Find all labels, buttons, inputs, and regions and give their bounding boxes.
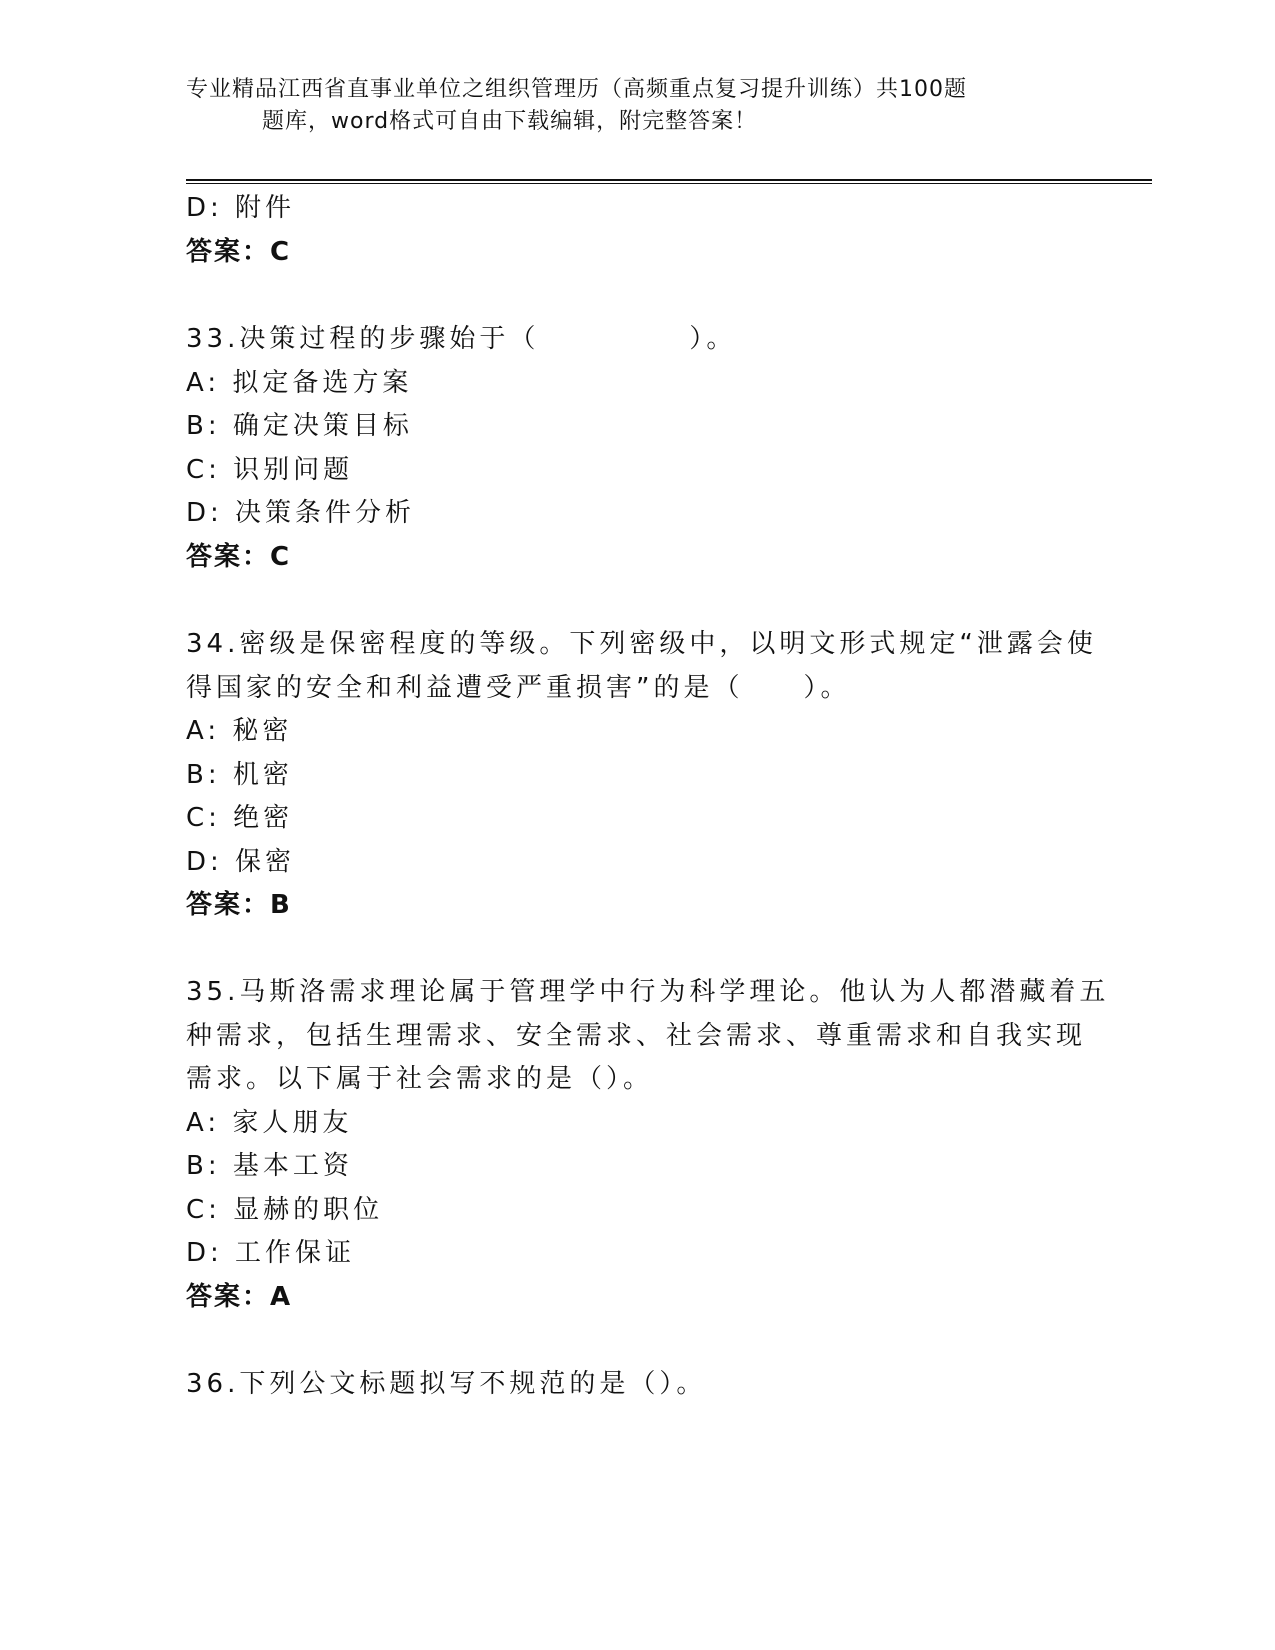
q35-stem-line1: 35.马斯洛需求理论属于管理学中行为科学理论。他认为人都潜藏着五 (186, 977, 1110, 1007)
q34-stem-line1: 34.密级是保密程度的等级。下列密级中，以明文形式规定“泄露会使 (186, 629, 1097, 659)
q33-option-c: C: 识别问题 (186, 455, 354, 485)
q33-answer-value: C (270, 542, 292, 572)
q34-option-a: A: 秘密 (186, 716, 293, 746)
q32-answer (186, 231, 291, 268)
q33-answer (186, 536, 291, 573)
q32-answer-value: C (270, 237, 292, 267)
header-title-line2: 题库，word格式可自由下载编辑，附完整答案！ (262, 109, 758, 134)
q35-stem-line2: 种需求，包括生理需求、安全需求、社会需求、尊重需求和自我实现 (186, 1021, 1087, 1051)
q34-stem-line2: 得国家的安全和利益遭受严重损害”的是（ ）。 (186, 673, 851, 703)
header-title-line1: 专业精品江西省直事业单位之组织管理历（高频重点复习提升训练）共100题 (186, 77, 967, 102)
document-header (186, 74, 1046, 138)
q32-answer-label: 答案： (186, 237, 271, 267)
q35-option-c: C: 显赫的职位 (186, 1195, 384, 1225)
q33-option-d: D: 决策条件分析 (186, 498, 416, 528)
q35-answer-label: 答案： (186, 1282, 271, 1312)
header-rule-thick (186, 179, 1152, 181)
q35-option-a: A: 家人朋友 (186, 1108, 353, 1138)
q36-stem: 36.下列公文标题拟写不规范的是（）。 (186, 1369, 707, 1399)
q34-option-b: B: 机密 (186, 760, 293, 790)
q33-option-b: B: 确定决策目标 (186, 411, 413, 441)
q33-answer-label: 答案： (186, 542, 271, 572)
q35-option-b: B: 基本工资 (186, 1151, 353, 1181)
header-rule-thin (186, 183, 1152, 184)
q33-stem: 33.决策过程的步骤始于（ ）。 (186, 324, 737, 354)
q34-option-d: D: 保密 (186, 847, 296, 877)
q32-option-d: D: 附件 (186, 193, 296, 223)
q35-stem-line3: 需求。以下属于社会需求的是（）。 (186, 1064, 654, 1094)
q35-answer (186, 1276, 292, 1313)
q33-option-a: A: 拟定备选方案 (186, 368, 413, 398)
q34-answer-value: B (270, 890, 292, 920)
q34-option-c: C: 绝密 (186, 803, 294, 833)
q35-answer-value: A (270, 1282, 293, 1312)
q35-option-d: D: 工作保证 (186, 1238, 356, 1268)
q34-answer-label: 答案： (186, 890, 271, 920)
q34-answer (186, 884, 292, 921)
